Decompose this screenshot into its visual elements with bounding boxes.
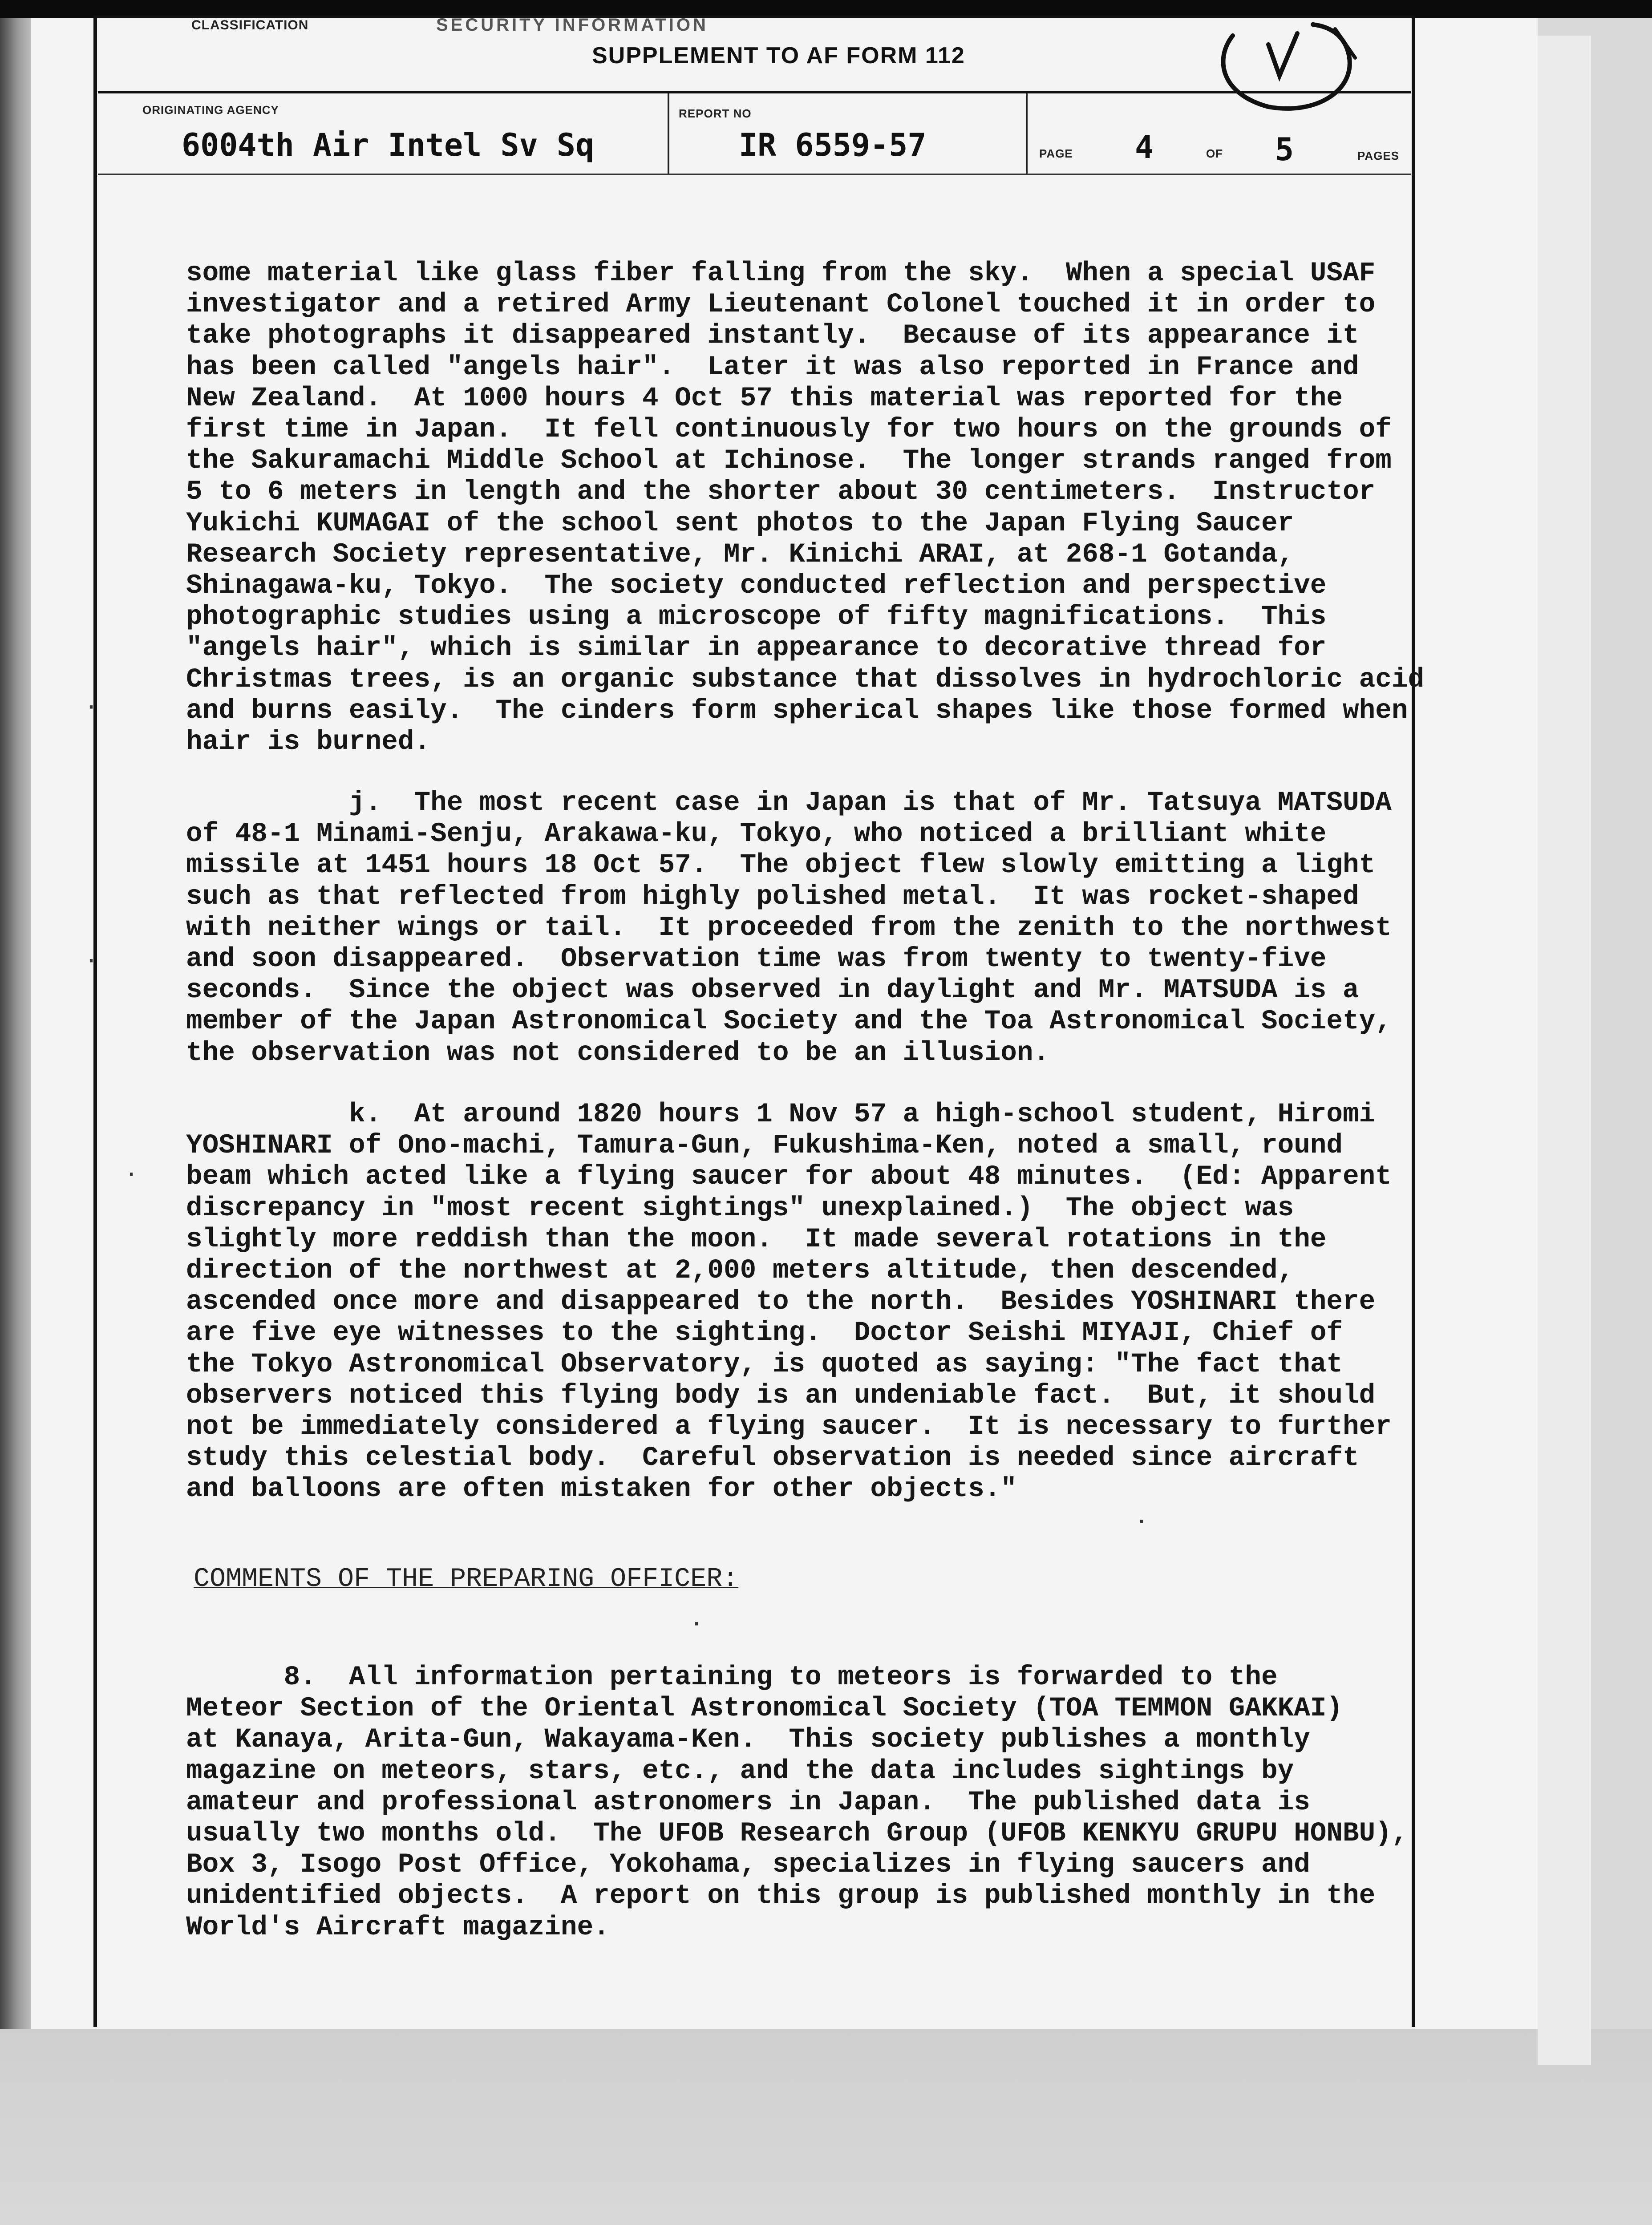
margin-mark: · <box>85 694 98 720</box>
margin-mark: · <box>85 948 98 974</box>
paragraph-continued: some material like glass fiber falling from the sky. When a special USAF investigator and a retired Army Lieutenant Colonel touched it in order to take photographs it disappeared instantly. Because of its appearance it has been called "angels hair". Later it was also reported in France and New Zealand. At 1000 hours 4 Oct 57 this material was reported for the first time in Japan. It fell continuously for two hours on the grounds of the Sakuramachi Middle School at Ichinose. The longer strands ranged from 5 to 6 meters in length and the shorter about 30 centimeters. Instructor Yukichi KUMAGAI of the school sent photos to the Japan Flying Saucer Research Society representative, Mr. Kinichi ARAI, at 268-1 Gotanda, Shinagawa-ku, Tokyo. The society conducted reflection and perspective photographic studies using a microscope of fifty magnifications. This "angels hair", which is similar in appearance to decorative thread for Christmas trees, is an organic substance that dissolves in hydrochloric acid and burns easily. The cinders form spherical shapes like those formed when hair is burned. <box>186 258 1425 758</box>
page-number: 4 <box>1135 129 1154 166</box>
originating-agency: 6004th Air Intel Sv Sq <box>182 127 595 163</box>
form-title: SUPPLEMENT TO AF FORM 112 <box>592 43 965 69</box>
page-label: PAGE <box>1039 147 1073 160</box>
margin-mark: · <box>690 1611 704 1637</box>
security-banner: SECURITY INFORMATION <box>436 15 709 35</box>
margin-mark: · <box>125 1161 138 1187</box>
paragraph-k: k. At around 1820 hours 1 Nov 57 a high-school student, Hiromi YOSHINARI of Ono-machi, Tamura-Gun, Fukushima-Ken, noted a small, round beam which acted like a flying saucer for about 48 minutes. (Ed: Apparent discrepancy in "most recent sightings" unexplained.) The object was slightly more reddish than the moon. It made several rotations in the direction of the northwest at 2,000 meters altitude, then descended, ascended once more and disappeared to the north. Besides YOSHINARI there are five eye witnesses to the sighting. Doctor Seishi MIYAJI, Chief of the Tokyo Astronomical Observatory, is quoted as saying: "The fact that observers noticed this flying body is an undeniable fact. But, it should not be immediately considered a flying saucer. It is necessary to further study this celestial body. Careful observation is needed since aircraft and balloons are often mistaken for other objects." <box>186 1099 1392 1505</box>
classification-label: CLASSIFICATION <box>191 18 309 32</box>
header-divider-1 <box>668 93 669 174</box>
paragraph-8: 8. All information pertaining to meteors is forwarded to the Meteor Section of the Oriental Astronomical Society (TOA TEMMON GAKKAI) at Kanaya, Arita-Gun, Wakayama-Ken. This society publishes a monthly magazine on meteors, stars, etc., and the data includes sightings by amateur and professional astronomers in Japan. The published data is usually two months old. The UFOB Research Group (UFOB KENKYU GRUPU HONBU), Box 3, Isogo Post Office, Yokohama, specializes in flying saucers and unidentified objects. A report on this group is published monthly in the World's Aircraft magazine. <box>186 1662 1408 1943</box>
of-label: OF <box>1206 147 1223 160</box>
report-number: IR 6559-57 <box>739 127 927 163</box>
comments-heading: COMMENTS OF THE PREPARING OFFICER: <box>194 1564 739 1594</box>
scan-right-strip <box>1538 36 1591 2065</box>
header-rule-bottom <box>98 174 1411 175</box>
handwritten-circle-mark <box>1202 18 1371 111</box>
margin-mark: · <box>1135 1509 1149 1534</box>
header-divider-2 <box>1026 93 1028 174</box>
total-pages: 5 <box>1275 131 1294 168</box>
originating-agency-label: ORIGINATING AGENCY <box>142 103 279 117</box>
paragraph-j: j. The most recent case in Japan is that of Mr. Tatsuya MATSUDA of 48-1 Minami-Senju, Arakawa-ku, Tokyo, who noticed a brilliant white missile at 1451 hours 18 Oct 57. The object flew slowly emitting a light such as that reflected from highly polished metal. It was rocket-shaped with neither wings or tail. It proceeded from the zenith to the northwest and soon disappeared. Observation time was from twenty to twenty-five seconds. Since the object was observed in daylight and Mr. MATSUDA is a member of the Japan Astronomical Society and the Toa Astronomical Society, the observation was not considered to be an illusion. <box>186 788 1392 1068</box>
scan-left-edge <box>0 18 31 2029</box>
report-no-label: REPORT NO <box>679 107 752 120</box>
pages-label: PAGES <box>1357 149 1400 162</box>
